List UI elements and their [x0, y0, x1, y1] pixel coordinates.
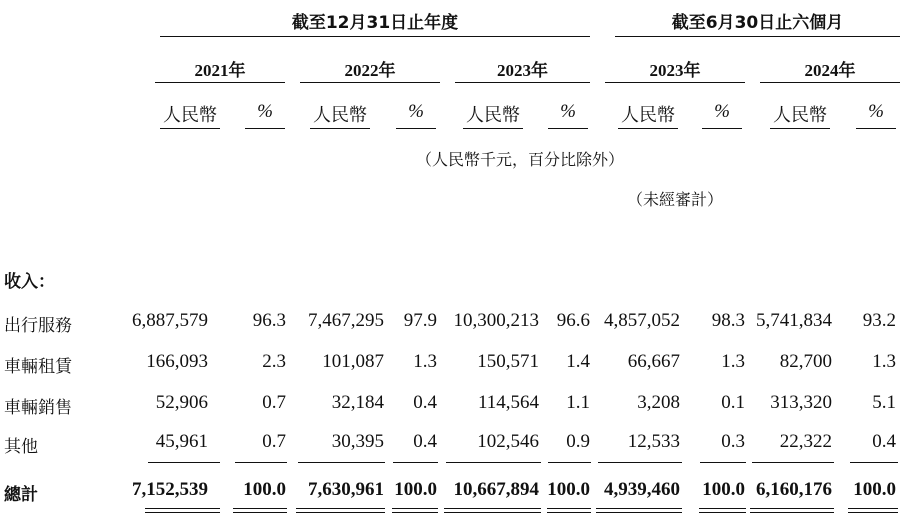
year-underline-2022 [300, 82, 440, 83]
year-header-2021: 2021年 [194, 61, 246, 80]
pct-cell: 1.3 [413, 351, 437, 372]
pct-underline [548, 128, 588, 129]
total-value-cell: 10,667,894 [453, 479, 539, 500]
pct-cell: 0.4 [872, 431, 896, 452]
value-cell: 102,546 [477, 431, 539, 452]
year-underline-2023-h1 [605, 82, 745, 83]
total-double-rule [296, 508, 385, 513]
unit-header: 人民幣 [773, 105, 827, 126]
total-pct-cell: 100.0 [394, 479, 437, 500]
subtotal-rule [598, 462, 682, 463]
pct-cell: 0.9 [566, 431, 590, 452]
total-double-rule [145, 508, 220, 513]
total-value-cell: 7,152,539 [132, 479, 208, 500]
unit-underline [463, 128, 523, 129]
pct-header: % [714, 101, 730, 122]
row-label: 出行服務 [4, 316, 72, 336]
total-pct-cell: 100.0 [547, 479, 590, 500]
year-underline-2024-h1 [760, 82, 900, 83]
pct-cell: 0.1 [721, 392, 745, 413]
pct-cell: 97.9 [403, 310, 437, 331]
value-cell: 150,571 [477, 351, 539, 372]
total-value-cell: 7,630,961 [308, 479, 384, 500]
pct-header: % [560, 101, 576, 122]
total-label: 總計 [4, 485, 38, 505]
value-cell: 32,184 [331, 392, 384, 413]
value-cell: 45,961 [155, 431, 208, 452]
year-header-2022: 2022年 [344, 61, 396, 80]
year-underline-2021 [155, 82, 285, 83]
period-underline-interim [615, 36, 900, 37]
pct-cell: 96.6 [556, 310, 590, 331]
section-label-revenue: 收入： [4, 272, 55, 292]
pct-underline [702, 128, 742, 129]
total-double-rule [596, 508, 682, 513]
year-header-2023-h1: 2023年 [649, 61, 701, 80]
unit-note: （人民幣千元，百分比除外） [415, 150, 624, 169]
pct-cell: 98.3 [711, 310, 745, 331]
subtotal-rule [548, 462, 591, 463]
pct-cell: 96.3 [252, 310, 286, 331]
pct-cell: 0.4 [413, 392, 437, 413]
value-cell: 7,467,295 [308, 310, 384, 331]
total-double-rule [699, 508, 746, 513]
unit-underline [310, 128, 370, 129]
unaudited-note: （未經審計） [626, 190, 723, 209]
unit-header: 人民幣 [466, 105, 520, 126]
unit-underline [618, 128, 678, 129]
value-cell: 166,093 [146, 351, 208, 372]
pct-underline [856, 128, 896, 129]
value-cell: 10,300,213 [453, 310, 539, 331]
subtotal-rule [850, 462, 898, 463]
total-double-rule [444, 508, 541, 513]
subtotal-rule [393, 462, 438, 463]
total-double-rule [233, 508, 287, 513]
total-double-rule [392, 508, 438, 513]
pct-cell: 0.7 [262, 392, 286, 413]
pct-cell: 0.7 [262, 431, 286, 452]
value-cell: 82,700 [779, 351, 832, 372]
row-label: 車輛銷售 [4, 398, 72, 418]
pct-header: % [868, 101, 884, 122]
total-value-cell: 4,939,460 [604, 479, 680, 500]
total-double-rule [547, 508, 591, 513]
row-label: 車輛租賃 [4, 357, 72, 377]
pct-cell: 1.3 [872, 351, 896, 372]
period-underline-annual [160, 36, 590, 37]
value-cell: 101,087 [322, 351, 384, 372]
pct-cell: 1.3 [721, 351, 745, 372]
value-cell: 313,320 [770, 392, 832, 413]
unit-header: 人民幣 [163, 105, 217, 126]
total-pct-cell: 100.0 [853, 479, 896, 500]
subtotal-rule [298, 462, 385, 463]
value-cell: 4,857,052 [604, 310, 680, 331]
subtotal-rule [148, 462, 220, 463]
year-header-2024-h1: 2024年 [804, 61, 856, 80]
value-cell: 6,887,579 [132, 310, 208, 331]
unit-underline [770, 128, 830, 129]
value-cell: 66,667 [627, 351, 680, 372]
pct-header: % [408, 101, 424, 122]
value-cell: 12,533 [627, 431, 680, 452]
period-header-interim: 截至6月30日止六個月 [671, 13, 844, 33]
total-pct-cell: 100.0 [243, 479, 286, 500]
value-cell: 114,564 [477, 392, 539, 413]
pct-cell: 0.3 [721, 431, 745, 452]
value-cell: 3,208 [637, 392, 680, 413]
pct-underline [245, 128, 285, 129]
pct-underline [396, 128, 436, 129]
pct-cell: 1.1 [566, 392, 590, 413]
year-header-2023: 2023年 [497, 61, 548, 80]
subtotal-rule [235, 462, 287, 463]
total-double-rule [848, 508, 898, 513]
pct-cell: 1.4 [566, 351, 590, 372]
pct-cell: 0.4 [413, 431, 437, 452]
period-header-annual: 截至12月31日止年度 [291, 13, 459, 33]
subtotal-rule [752, 462, 834, 463]
subtotal-rule [700, 462, 746, 463]
value-cell: 22,322 [779, 431, 832, 452]
subtotal-rule [446, 462, 541, 463]
total-value-cell: 6,160,176 [756, 479, 832, 500]
unit-header: 人民幣 [621, 105, 675, 126]
value-cell: 52,906 [155, 392, 208, 413]
row-label: 其他 [4, 437, 38, 457]
value-cell: 5,741,834 [756, 310, 832, 331]
pct-header: % [257, 101, 273, 122]
unit-header: 人民幣 [313, 105, 367, 126]
pct-cell: 93.2 [862, 310, 896, 331]
unit-underline [160, 128, 220, 129]
pct-cell: 2.3 [262, 351, 286, 372]
total-pct-cell: 100.0 [702, 479, 745, 500]
year-underline-2023 [455, 82, 590, 83]
value-cell: 30,395 [331, 431, 384, 452]
total-double-rule [750, 508, 834, 513]
pct-cell: 5.1 [872, 392, 896, 413]
